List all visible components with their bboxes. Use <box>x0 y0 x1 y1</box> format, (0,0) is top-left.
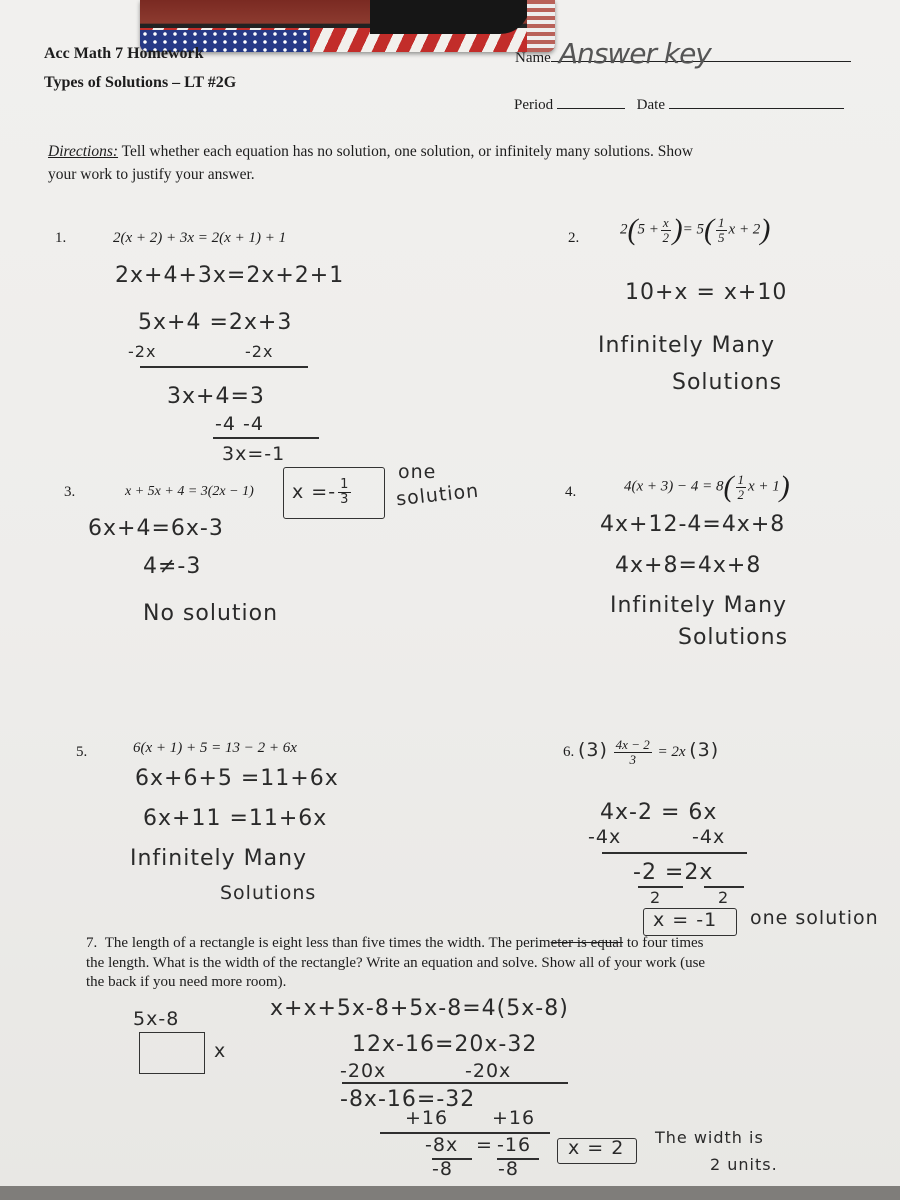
directions-line-1 <box>48 143 693 161</box>
problem-6-work-4: -2 =2x <box>633 860 714 885</box>
paren: ) <box>779 470 790 503</box>
problem-5-number: 5. <box>76 744 88 760</box>
period-line <box>557 108 625 109</box>
problem-4-work-1: 4x+12-4=4x+8 <box>600 512 786 537</box>
problem-7-work-11: -8 <box>432 1158 453 1180</box>
problem-1-result-2: solution <box>395 479 481 511</box>
problem-7-line-1 <box>86 935 703 952</box>
eq-coef: 2 <box>620 221 628 238</box>
problem-6-equation <box>563 738 719 767</box>
directions-label: Directions: <box>48 143 119 160</box>
date-line <box>669 108 844 109</box>
problem-7-conclusion-1: The width is <box>655 1128 764 1147</box>
eq-frac <box>661 216 671 245</box>
directions-text-1: Tell whether each equation has no solution, one solution, or infinitely many solutions. Show <box>121 143 694 160</box>
problem-5-work-1: 6x+6+5 =11+6x <box>135 766 339 791</box>
problem-5-result-1: Infinitely Many <box>130 846 308 871</box>
problem-2-number: 2. <box>568 230 580 246</box>
problem-7-work-2: 12x-16=20x-32 <box>352 1032 538 1057</box>
fraction-num: 1 <box>737 471 745 487</box>
paper-bottom-edge <box>0 1186 900 1200</box>
fraction-den: 3 <box>340 492 350 507</box>
problem-7-work-1: x+x+5x-8+5x-8=4(5x-8) <box>270 996 569 1021</box>
problem-6-work-3: -4x <box>692 826 726 848</box>
fraction-den: 3 <box>629 752 636 767</box>
fraction-den: 2 <box>662 229 670 245</box>
name-value: Answer key <box>558 37 711 70</box>
problem-7-work-12: -8 <box>498 1158 519 1180</box>
fraction-num: 1 <box>718 214 725 230</box>
eq-right: = 2x <box>657 743 686 760</box>
fraction-den: 5 <box>718 229 725 245</box>
problem-6-mult-right: (3) <box>689 738 720 761</box>
problem-7-work-4: -20x <box>465 1060 512 1082</box>
problem-7-rule-1 <box>342 1082 568 1084</box>
fraction-num: x <box>662 214 669 230</box>
fraction-num: 1 <box>340 477 350 492</box>
problem-1-rule-2 <box>213 437 319 439</box>
date-label: Date <box>636 97 665 113</box>
problem-2-work-1: 10+x = x+10 <box>625 280 788 305</box>
problem-7-work-6: +16 <box>405 1107 449 1129</box>
magnet-edge <box>527 0 555 52</box>
problem-7-text-1a: The length of a rectangle is eight less than five times the width. The perim <box>104 935 551 951</box>
problem-2-equation <box>620 213 770 247</box>
paren: ) <box>760 213 771 246</box>
course-title: Acc Math 7 Homework <box>44 45 204 62</box>
problem-6-work-1: 4x-2 = 6x <box>600 800 718 825</box>
paren: ( <box>704 213 715 246</box>
name-line <box>551 37 851 70</box>
problem-4-number: 4. <box>565 484 577 500</box>
paren: ( <box>627 213 638 246</box>
problem-6-result: one solution <box>750 907 879 929</box>
problem-4-result-2: Solutions <box>678 625 789 650</box>
problem-1-work-3: -2x <box>128 342 157 361</box>
problem-3-number: 3. <box>64 484 76 500</box>
problem-2-result-2: Solutions <box>672 370 783 395</box>
problem-1-work-4: -2x <box>245 342 274 361</box>
rectangle-length-label: 5x-8 <box>133 1008 180 1030</box>
fraction-den: 2 <box>737 486 745 502</box>
problem-1-number: 1. <box>55 230 67 246</box>
magnet-dark-region <box>370 0 530 34</box>
period-date-fields <box>514 97 844 114</box>
problem-7-conclusion-2: 2 units. <box>710 1155 778 1174</box>
problem-1-work-1: 2x+4+3x=2x+2+1 <box>115 263 345 288</box>
problem-6-work-6: 2 <box>718 888 730 907</box>
eq-coef: = 5 <box>682 221 705 238</box>
fraction-num: 4x − 2 <box>615 737 650 752</box>
eq-inner: x + 1 <box>748 478 780 495</box>
problem-7-work-7: +16 <box>492 1107 536 1129</box>
problem-7-text-1b: to four times <box>623 935 704 951</box>
problem-1-work-2: 5x+4 =2x+3 <box>138 310 293 335</box>
problem-3-result: No solution <box>143 601 279 626</box>
problem-4-work-2: 4x+8=4x+8 <box>615 553 762 578</box>
eq-frac <box>736 473 747 502</box>
eq-frac <box>716 216 727 245</box>
problem-7-line-3: the back if you need more room). <box>86 974 287 990</box>
problem-7-boxed-answer: x = 2 <box>568 1137 625 1159</box>
eq-inner: x + 2 <box>728 221 761 238</box>
name-label: Name <box>515 50 551 66</box>
paren: ) <box>672 213 683 246</box>
problem-6-mult-left: (3) <box>578 738 608 761</box>
problem-2-result-1: Infinitely Many <box>598 333 776 358</box>
problem-3-work-2: 4≠-3 <box>143 554 202 579</box>
eq-left: 4(x + 3) − 4 = 8 <box>624 478 724 495</box>
problem-1-work-5: 3x+4=3 <box>167 384 265 409</box>
problem-4-result-1: Infinitely Many <box>610 593 788 618</box>
problem-5-result-2: Solutions <box>220 882 317 904</box>
eq-inner: 5 + <box>637 221 659 238</box>
problem-1-rule-1 <box>140 366 308 368</box>
problem-5-work-2: 6x+11 =11+6x <box>143 806 328 831</box>
problem-6-boxed-answer: x = -1 <box>653 909 718 931</box>
problem-7-work-10: -16 <box>497 1134 532 1156</box>
rectangle-width-label: x <box>214 1040 227 1062</box>
answer-fraction <box>338 478 351 507</box>
problem-7-work-5: -8x-16=-32 <box>340 1087 476 1112</box>
problem-6-number: 6. <box>563 743 575 760</box>
directions-line-2: your work to justify your answer. <box>48 166 255 183</box>
problem-1-work-7: 3x=-1 <box>222 443 286 465</box>
problem-1-result-1: one <box>398 461 437 483</box>
problem-7-struck-text: eter is equal <box>550 935 624 951</box>
problem-7-line-2: the length. What is the width of the rectangle? Write an equation and solve. Show all of your work (use <box>86 955 706 971</box>
problem-6-rule-1 <box>602 852 747 854</box>
worksheet-subtitle: Types of Solutions – LT #2G <box>44 74 237 91</box>
problem-5-equation: 6(x + 1) + 5 = 13 − 2 + 6x <box>133 740 297 756</box>
problem-7-work-9: = <box>476 1134 493 1156</box>
answer-prefix: x =- <box>292 481 337 503</box>
problem-6-work-2: -4x <box>588 826 622 848</box>
problem-7-number: 7. <box>86 935 98 951</box>
problem-3-equation: x + 5x + 4 = 3(2x − 1) <box>125 484 254 499</box>
problem-4-equation <box>624 470 790 504</box>
problem-1-work-6: -4 -4 <box>215 413 264 435</box>
paren: ( <box>723 470 734 503</box>
problem-7-work-3: -20x <box>340 1060 387 1082</box>
problem-7-work-8: -8x <box>425 1134 459 1156</box>
problem-6-work-5: 2 <box>650 888 662 907</box>
period-label: Period <box>514 97 554 113</box>
rectangle-diagram <box>139 1032 205 1074</box>
eq-frac <box>614 738 652 767</box>
problem-1-equation: 2(x + 2) + 3x = 2(x + 1) + 1 <box>113 230 287 246</box>
problem-3-work-1: 6x+4=6x-3 <box>88 516 224 541</box>
name-field <box>515 37 851 70</box>
problem-1-boxed-answer <box>292 478 353 507</box>
